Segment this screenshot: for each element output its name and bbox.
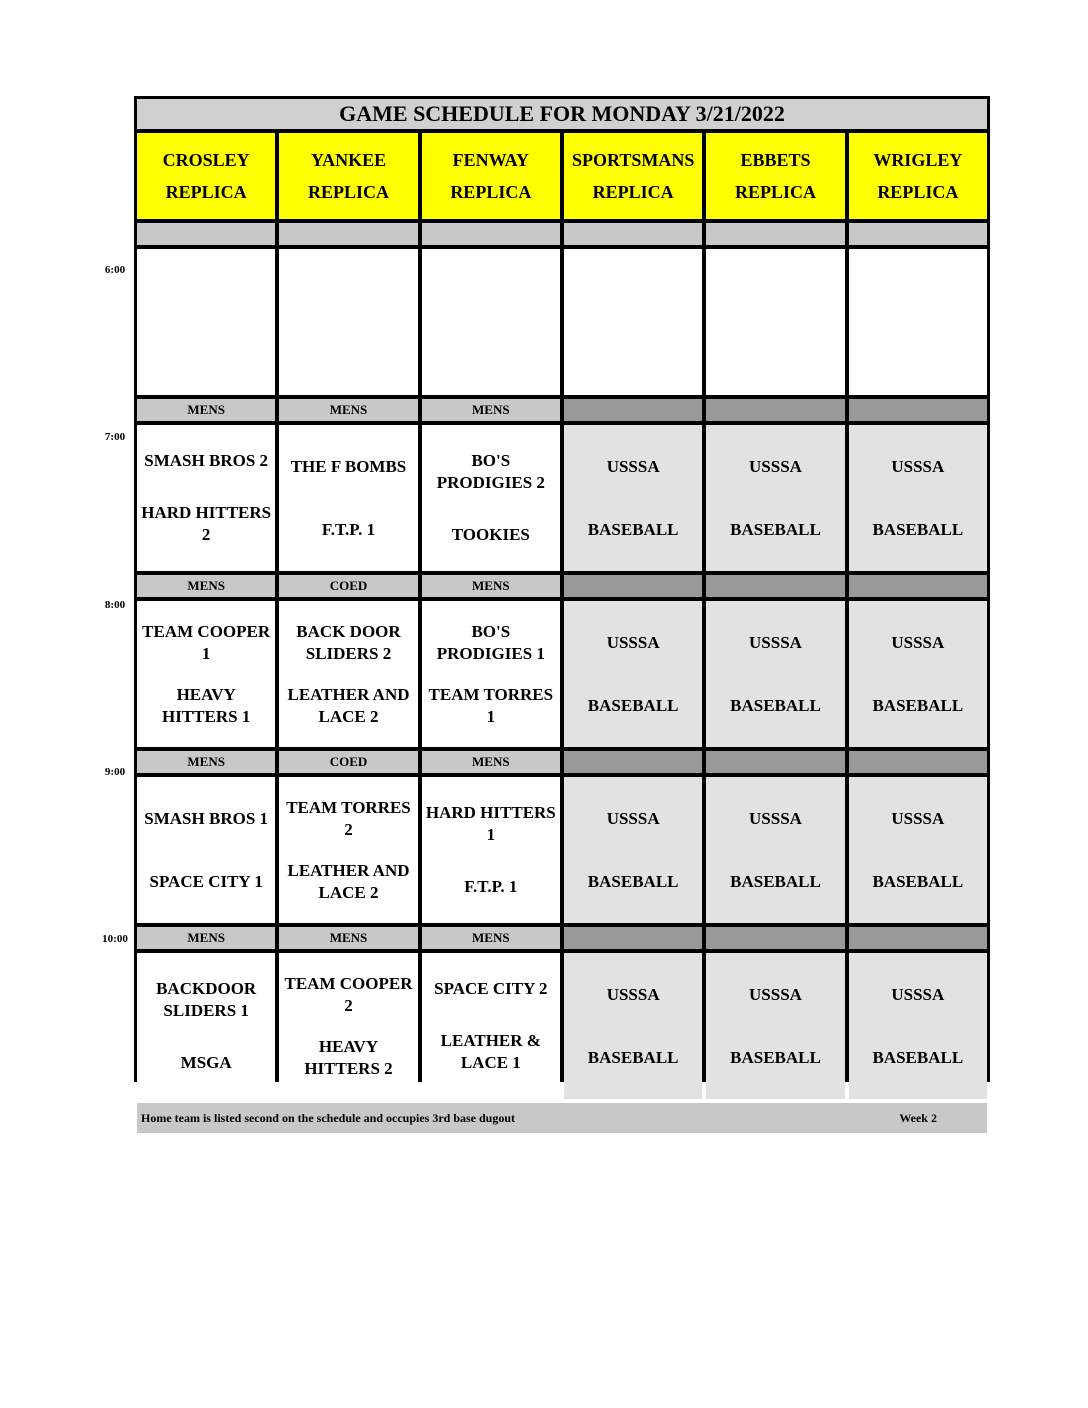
game-cell <box>137 953 275 1099</box>
away-team: USSSA <box>891 632 945 652</box>
home-team: BASEBALL <box>587 871 679 891</box>
home-team: BASEBALL <box>872 1047 964 1067</box>
game-cell <box>706 953 844 1099</box>
home-team: BASEBALL <box>730 871 821 891</box>
spacer-band <box>137 223 275 245</box>
division-label: MENS <box>279 927 417 949</box>
park-subtitle: REPLICA <box>165 182 247 202</box>
spacer-band <box>422 223 560 245</box>
away-team: USSSA <box>749 632 802 652</box>
home-team: BASEBALL <box>587 695 679 715</box>
division-label: MENS <box>137 575 275 597</box>
home-team: LEATHER AND LACE 2 <box>287 860 410 902</box>
game-cell <box>137 601 275 747</box>
division-label: COED <box>279 575 417 597</box>
park-name: YANKEE <box>310 150 387 170</box>
time-label: 6:00 <box>104 264 126 276</box>
spacer-band <box>849 223 987 245</box>
park-name: SPORTSMANS <box>571 150 695 170</box>
empty-slot <box>422 249 560 395</box>
park-header <box>279 133 417 219</box>
home-team: TEAM TORRES 1 <box>428 684 554 726</box>
home-team: LEATHER AND LACE 2 <box>287 684 410 726</box>
time-label: 9:00 <box>104 766 126 778</box>
game-cell <box>422 425 560 571</box>
game-cell <box>849 601 987 747</box>
time-label: 8:00 <box>104 599 126 611</box>
away-team: USSSA <box>606 456 660 476</box>
away-team: TEAM TORRES 2 <box>286 797 411 839</box>
away-team: USSSA <box>891 984 945 1004</box>
game-cell <box>564 601 702 747</box>
away-team: BO'S PRODIGIES 2 <box>436 451 545 492</box>
game-cell <box>564 953 702 1099</box>
division-label <box>564 575 702 597</box>
park-header <box>137 133 275 219</box>
game-cell <box>849 425 987 571</box>
park-name: CROSLEY <box>162 150 250 170</box>
home-team: F.T.P. 1 <box>464 877 518 896</box>
away-team: SMASH BROS 2 <box>144 451 269 470</box>
home-team: BASEBALL <box>730 1047 821 1067</box>
page-title: GAME SCHEDULE FOR MONDAY 3/21/2022 <box>137 99 987 129</box>
game-cell <box>849 777 987 923</box>
away-team: HARD HITTERS 1 <box>425 803 556 844</box>
game-cell <box>706 601 844 747</box>
game-cell <box>422 777 560 923</box>
spacer-band <box>279 223 417 245</box>
park-header <box>849 133 987 219</box>
game-cell <box>279 777 417 923</box>
away-team: USSSA <box>749 984 802 1004</box>
away-team: USSSA <box>891 456 945 476</box>
division-label <box>564 399 702 421</box>
empty-slot <box>279 249 417 395</box>
game-cell <box>564 777 702 923</box>
park-subtitle: REPLICA <box>592 182 674 202</box>
away-team: BACK DOOR SLIDERS 2 <box>296 621 401 663</box>
division-label: MENS <box>422 399 560 421</box>
home-team: HEAVY HITTERS 1 <box>161 684 251 726</box>
time-label: 7:00 <box>104 431 126 443</box>
home-team: HARD HITTERS 2 <box>141 503 272 544</box>
park-subtitle: REPLICA <box>877 182 959 202</box>
game-cell <box>706 425 844 571</box>
home-team: BASEBALL <box>730 519 821 539</box>
away-team: USSSA <box>749 808 802 828</box>
away-team: USSSA <box>606 984 660 1004</box>
division-label <box>706 927 844 949</box>
division-label: COED <box>279 751 417 773</box>
empty-slot <box>849 249 987 395</box>
home-team: BASEBALL <box>872 519 964 539</box>
away-team: BACKDOOR SLIDERS 1 <box>156 979 257 1020</box>
division-label <box>564 751 702 773</box>
game-cell <box>137 777 275 923</box>
game-cell <box>422 953 560 1099</box>
away-team: SMASH BROS 1 <box>144 808 269 828</box>
division-label: MENS <box>422 751 560 773</box>
park-subtitle: REPLICA <box>450 182 532 202</box>
park-name: FENWAY <box>452 150 529 170</box>
game-cell <box>849 953 987 1099</box>
schedule-table <box>134 96 990 1125</box>
away-team: BO'S PRODIGIES 1 <box>436 621 545 663</box>
spacer-band <box>706 223 844 245</box>
division-label: MENS <box>422 927 560 949</box>
game-cell <box>279 425 417 571</box>
empty-slot <box>706 249 844 395</box>
game-cell <box>279 953 417 1099</box>
away-team: USSSA <box>606 632 660 652</box>
empty-slot <box>137 249 275 395</box>
footer-note: Home team is listed second on the schedule and occupies 3rd base dugout <box>141 1110 516 1125</box>
division-label <box>706 751 844 773</box>
division-label: MENS <box>279 399 417 421</box>
home-team: BASEBALL <box>872 695 964 715</box>
away-team: TEAM COOPER 2 <box>284 973 413 1015</box>
footer-bar <box>137 1103 987 1133</box>
home-team: BASEBALL <box>872 871 964 891</box>
home-team: SPACE CITY 1 <box>149 871 263 891</box>
division-label: MENS <box>137 399 275 421</box>
park-header <box>706 133 844 219</box>
home-team: BASEBALL <box>587 1047 679 1067</box>
home-team: BASEBALL <box>587 519 679 539</box>
division-label: MENS <box>137 751 275 773</box>
away-team: USSSA <box>606 808 660 828</box>
away-team: USSSA <box>749 456 802 476</box>
division-label <box>849 575 987 597</box>
home-team: BASEBALL <box>730 695 821 715</box>
park-header <box>564 133 702 219</box>
division-label <box>849 751 987 773</box>
park-header <box>422 133 560 219</box>
division-label: MENS <box>137 927 275 949</box>
time-label: 10:00 <box>102 933 128 945</box>
division-label <box>849 399 987 421</box>
game-cell <box>422 601 560 747</box>
away-team: SPACE CITY 2 <box>434 979 548 998</box>
home-team: HEAVY HITTERS 2 <box>304 1036 393 1078</box>
empty-slot <box>564 249 702 395</box>
park-subtitle: REPLICA <box>734 182 816 202</box>
division-label <box>706 575 844 597</box>
home-team: MSGA <box>180 1053 232 1072</box>
division-label: MENS <box>422 575 560 597</box>
park-subtitle: REPLICA <box>307 182 389 202</box>
game-cell <box>137 425 275 571</box>
home-team: TOOKIES <box>451 525 530 544</box>
park-name: WRIGLEY <box>873 150 963 170</box>
away-team: THE F BOMBS <box>290 456 407 476</box>
game-cell <box>564 425 702 571</box>
game-cell <box>279 601 417 747</box>
division-label <box>849 927 987 949</box>
home-team: LEATHER & LACE 1 <box>440 1031 541 1072</box>
week-label: Week 2 <box>899 1110 937 1125</box>
away-team: USSSA <box>891 808 945 828</box>
home-team: F.T.P. 1 <box>321 519 376 539</box>
away-team: TEAM COOPER 1 <box>142 621 271 663</box>
division-label <box>706 399 844 421</box>
division-label <box>564 927 702 949</box>
game-cell <box>706 777 844 923</box>
park-name: EBBETS <box>740 150 811 170</box>
spacer-band <box>564 223 702 245</box>
